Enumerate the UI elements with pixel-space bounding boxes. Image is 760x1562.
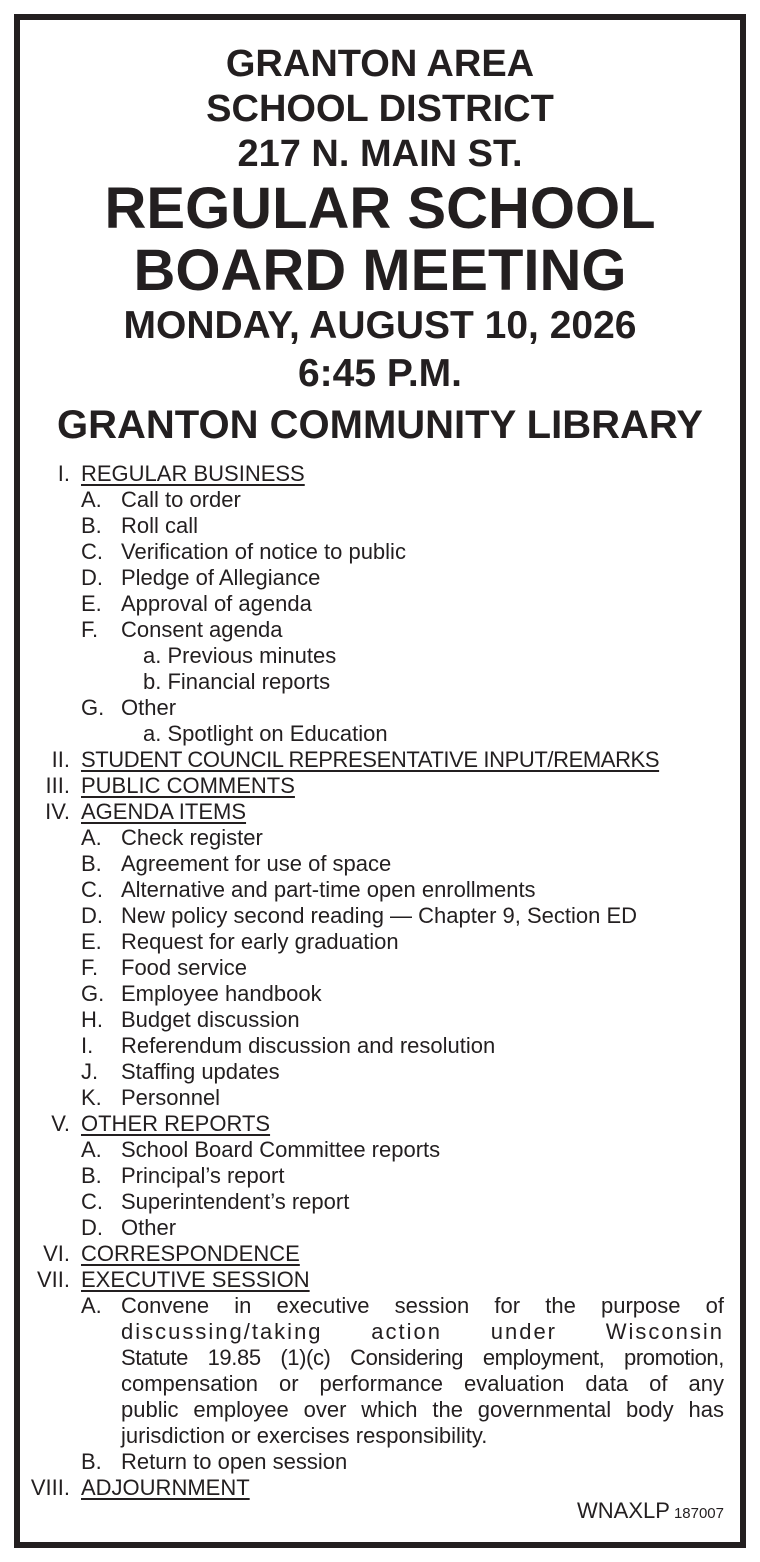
section-title: AGENDA ITEMS: [81, 799, 247, 824]
agenda-item: [20, 981, 740, 1007]
item-text: Personnel: [121, 1085, 221, 1110]
item-letter: A.: [81, 825, 102, 850]
item-letter: E.: [81, 591, 102, 616]
agenda-section: [20, 461, 740, 487]
paragraph-line: public employee over which the governmental body has: [121, 1397, 724, 1422]
agenda-item: [20, 617, 740, 643]
item-letter: D.: [81, 1215, 103, 1240]
section-number: I.: [57, 461, 70, 486]
item-text: Call to order: [121, 487, 241, 512]
meeting-time: 6:45 P.M.: [297, 352, 463, 395]
section-number: III.: [45, 773, 70, 798]
paragraph-line: Convene in executive session for the purpose of: [121, 1293, 724, 1318]
section-title: STUDENT COUNCIL REPRESENTATIVE INPUT/REMARKS: [81, 747, 660, 772]
paragraph-line: Statute 19.85 (1)(c) Considering employment, promotion,: [121, 1345, 724, 1370]
item-letter: G.: [81, 981, 105, 1006]
agenda-section: [20, 747, 740, 773]
item-letter: I.: [81, 1033, 94, 1058]
item-letter: E.: [81, 929, 102, 954]
notice-header: [20, 42, 740, 449]
item-text: Other: [121, 1215, 177, 1240]
item-text: Employee handbook: [121, 981, 322, 1006]
notice-page: [14, 14, 746, 1548]
agenda-item: [20, 591, 740, 617]
section-number: IV.: [45, 799, 70, 824]
item-letter: H.: [81, 1007, 103, 1032]
agenda-item: [20, 825, 740, 851]
item-text: Return to open session: [121, 1449, 348, 1474]
agenda-section: [20, 1267, 740, 1293]
meeting-location: GRANTON COMMUNITY LIBRARY: [57, 403, 703, 447]
agenda-item: [20, 1215, 740, 1241]
section-title: ADJOURNMENT: [81, 1475, 250, 1500]
item-letter: F.: [81, 955, 99, 980]
paragraph-line: compensation or performance evaluation data of any: [121, 1371, 724, 1396]
agenda-item: [20, 1033, 740, 1059]
item-letter: B.: [81, 513, 102, 538]
subitem-text: a. Spotlight on Education: [143, 721, 388, 746]
executive-session-paragraph: [121, 1293, 724, 1449]
section-number: II.: [51, 747, 70, 772]
item-letter: C.: [81, 539, 103, 564]
item-text: Referendum discussion and resolution: [121, 1033, 496, 1058]
agenda-item: [20, 877, 740, 903]
agenda-item: [20, 903, 740, 929]
item-text: Superintendent’s report: [121, 1189, 350, 1214]
item-letter: B.: [81, 1449, 102, 1474]
district-name-line2: SCHOOL DISTRICT: [206, 88, 554, 130]
publication-code-text: WNAXLP: [577, 1498, 670, 1523]
agenda-subitem: [20, 669, 740, 695]
item-letter: B.: [81, 1163, 102, 1188]
item-text: Budget discussion: [121, 1007, 300, 1032]
item-text: Staffing updates: [121, 1059, 280, 1084]
section-title: CORRESPONDENCE: [81, 1241, 300, 1266]
item-letter: D.: [81, 565, 103, 590]
district-address: 217 N. MAIN ST.: [237, 133, 523, 175]
subitem-text: a. Previous minutes: [143, 643, 337, 668]
agenda-item: [20, 1293, 740, 1449]
agenda-section: [20, 1241, 740, 1267]
section-number: VII.: [36, 1267, 70, 1292]
item-text: Check register: [121, 825, 263, 850]
subitem-text: b. Financial reports: [143, 669, 331, 694]
agenda-item: [20, 539, 740, 565]
agenda-section: [20, 799, 740, 825]
item-letter: A.: [81, 1293, 102, 1318]
item-letter: F.: [81, 617, 99, 642]
agenda-subitem: [20, 721, 740, 747]
item-text: Food service: [121, 955, 247, 980]
item-letter: G.: [81, 695, 105, 720]
agenda-section: [20, 773, 740, 799]
item-letter: J.: [81, 1059, 99, 1084]
meeting-date: MONDAY, AUGUST 10, 2026: [123, 304, 637, 347]
item-letter: A.: [81, 487, 102, 512]
item-text: Consent agenda: [121, 617, 283, 642]
publication-code: [577, 1498, 724, 1524]
agenda-item: [20, 565, 740, 591]
paragraph-line: discussing/taking action under Wisconsin: [121, 1319, 724, 1344]
item-letter: A.: [81, 1137, 102, 1162]
item-text: Verification of notice to public: [121, 539, 406, 564]
agenda-section: [20, 1111, 740, 1137]
agenda-list: [20, 461, 740, 1501]
agenda-item: [20, 1137, 740, 1163]
agenda-item: [20, 1007, 740, 1033]
item-text: Roll call: [121, 513, 199, 538]
section-number: V.: [51, 1111, 70, 1136]
item-text: Principal’s report: [121, 1163, 285, 1188]
agenda-item: [20, 1449, 740, 1475]
item-letter: C.: [81, 877, 103, 902]
agenda-item: [20, 1189, 740, 1215]
item-letter: C.: [81, 1189, 103, 1214]
publication-code-number: 187007: [673, 1505, 724, 1522]
district-name-line1: GRANTON AREA: [225, 43, 535, 85]
item-text: Pledge of Allegiance: [121, 565, 321, 590]
item-letter: D.: [81, 903, 103, 928]
item-text: School Board Committee reports: [121, 1137, 441, 1162]
agenda-item: [20, 929, 740, 955]
section-title: REGULAR BUSINESS: [81, 461, 305, 486]
agenda-item: [20, 1085, 740, 1111]
item-text: Alternative and part-time open enrollments: [121, 877, 536, 902]
meeting-title-line1: REGULAR SCHOOL: [104, 176, 656, 241]
section-number: VIII.: [30, 1475, 70, 1500]
agenda-item: [20, 695, 740, 721]
agenda-item: [20, 487, 740, 513]
section-number: VI.: [43, 1241, 70, 1266]
section-title: PUBLIC COMMENTS: [81, 773, 295, 798]
agenda-item: [20, 1059, 740, 1085]
item-text: Other: [121, 695, 177, 720]
item-text: Request for early graduation: [121, 929, 399, 954]
item-text: New policy second reading — Chapter 9, Section ED: [121, 903, 638, 928]
agenda-item: [20, 955, 740, 981]
agenda-subitem: [20, 643, 740, 669]
paragraph-line: jurisdiction or exercises responsibility.: [121, 1423, 488, 1448]
agenda-item: [20, 1163, 740, 1189]
meeting-title-line2: BOARD MEETING: [133, 238, 627, 303]
item-letter: K.: [81, 1085, 102, 1110]
item-letter: B.: [81, 851, 102, 876]
agenda-item: [20, 513, 740, 539]
section-title: OTHER REPORTS: [81, 1111, 271, 1136]
section-title: EXECUTIVE SESSION: [81, 1267, 310, 1292]
item-text: Agreement for use of space: [121, 851, 392, 876]
agenda-item: [20, 851, 740, 877]
item-text: Approval of agenda: [121, 591, 312, 616]
